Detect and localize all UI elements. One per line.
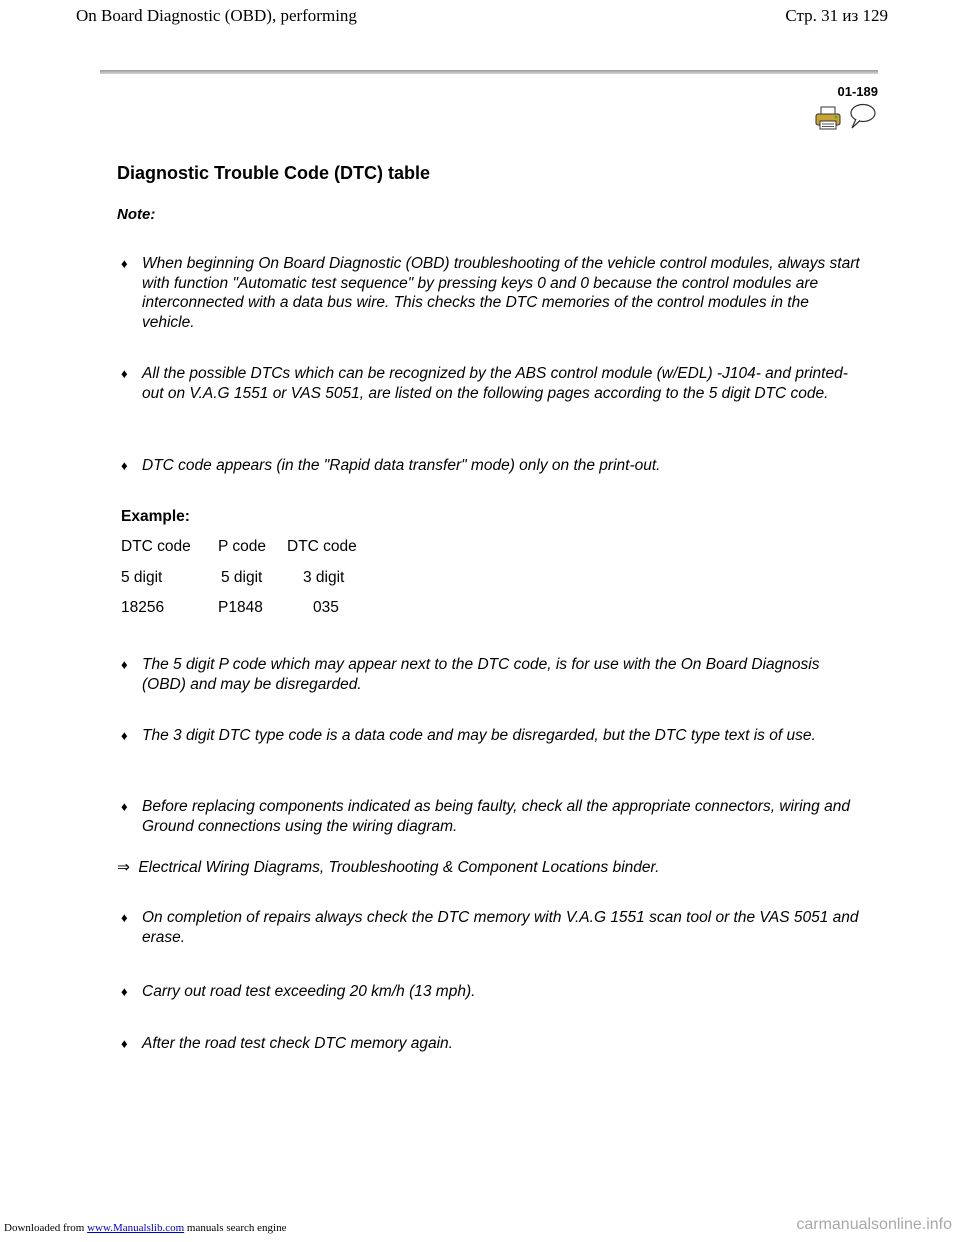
bullet-text: Carry out road test exceeding 20 km/h (13 mph). xyxy=(142,983,476,1000)
note-bullet xyxy=(121,456,861,476)
example-cell: 18256 xyxy=(121,599,165,616)
footer-prefix: Downloaded from xyxy=(4,1222,88,1234)
example-cell: 5 digit xyxy=(121,569,163,586)
bullet-text: Before replacing components indicated as being faulty, check all the appropriate connectors, wiring and Ground connections using the wiring diagram. xyxy=(142,798,850,835)
note-bullet xyxy=(121,982,861,1002)
example-cell: DTC code xyxy=(287,538,357,555)
bullet-text: The 3 digit DTC type code is a data code and may be disregarded, but the DTC type text is of use. xyxy=(142,727,816,744)
diamond-bullet-icon: ♦ xyxy=(121,910,128,925)
note-bullet xyxy=(121,797,861,836)
bullet-text: The 5 digit P code which may appear next to the DTC code, is for use with the On Board Diagnosis (OBD) and may be disregarded. xyxy=(142,656,820,693)
page-code: 01-189 xyxy=(837,84,878,99)
diamond-bullet-icon: ♦ xyxy=(121,799,128,814)
watermark: carmanualsonline.info xyxy=(796,1216,952,1233)
manualslib-link[interactable]: www.Manualslib.com xyxy=(87,1222,185,1234)
example-cell: P code xyxy=(218,538,266,555)
example-cell: 035 xyxy=(313,599,339,616)
right-arrow-icon: ⇒ xyxy=(117,859,130,876)
diamond-bullet-icon: ♦ xyxy=(121,1036,128,1051)
bullet-text: All the possible DTCs which can be recognized by the ABS control module (w/EDL) -J104- and printed-out on V.A.G 1551 or VAS 5051, are listed on the following pages according to the 5 digit DTC code. xyxy=(142,365,848,402)
page-title: Diagnostic Trouble Code (DTC) table xyxy=(117,163,431,183)
footer-suffix: manuals search engine xyxy=(184,1222,287,1234)
page-counter: Стр. 31 из 129 xyxy=(785,6,888,25)
note-bullet xyxy=(121,1034,861,1054)
note-bullet xyxy=(121,726,861,746)
document-title: On Board Diagnostic (OBD), performing xyxy=(76,6,357,25)
example-cell: DTC code xyxy=(121,538,191,555)
note-bullet xyxy=(121,655,861,694)
bullet-text: After the road test check DTC memory again. xyxy=(142,1035,453,1052)
diamond-bullet-icon: ♦ xyxy=(121,366,128,381)
example-cell: P1848 xyxy=(218,599,263,616)
example-cell: 5 digit xyxy=(221,569,263,586)
diamond-bullet-icon: ♦ xyxy=(121,256,128,271)
diamond-bullet-icon: ♦ xyxy=(121,728,128,743)
note-bullet xyxy=(121,254,861,332)
diamond-bullet-icon: ♦ xyxy=(121,657,128,672)
bullet-text: When beginning On Board Diagnostic (OBD) troubleshooting of the vehicle control modules, always start with function "Automatic test sequence" by pressing keys 0 and 0 because the control modules are interconnected with a data bus wire. This checks the DTC memories of the control modules in the vehicle. xyxy=(142,255,860,331)
download-footer xyxy=(4,1222,286,1234)
wiring-diagram-reference[interactable] xyxy=(117,858,659,877)
bullet-text: DTC code appears (in the "Rapid data transfer" mode) only on the print-out. xyxy=(142,457,661,474)
example-label: Example: xyxy=(121,508,190,525)
browser-header xyxy=(0,0,960,30)
note-bullet xyxy=(121,364,861,403)
printer-icon[interactable] xyxy=(815,106,841,130)
bullet-text: On completion of repairs always check the DTC memory with V.A.G 1551 scan tool or the VAS 5051 and erase. xyxy=(142,909,859,946)
note-bullet xyxy=(121,908,861,947)
diamond-bullet-icon: ♦ xyxy=(121,984,128,999)
top-divider xyxy=(100,70,878,74)
reference-text: Electrical Wiring Diagrams, Troubleshooting & Component Locations binder. xyxy=(138,859,660,876)
example-cell: 3 digit xyxy=(303,569,345,586)
diamond-bullet-icon: ♦ xyxy=(121,458,128,473)
note-label: Note: xyxy=(117,206,156,223)
speech-bubble-icon[interactable] xyxy=(847,102,877,130)
